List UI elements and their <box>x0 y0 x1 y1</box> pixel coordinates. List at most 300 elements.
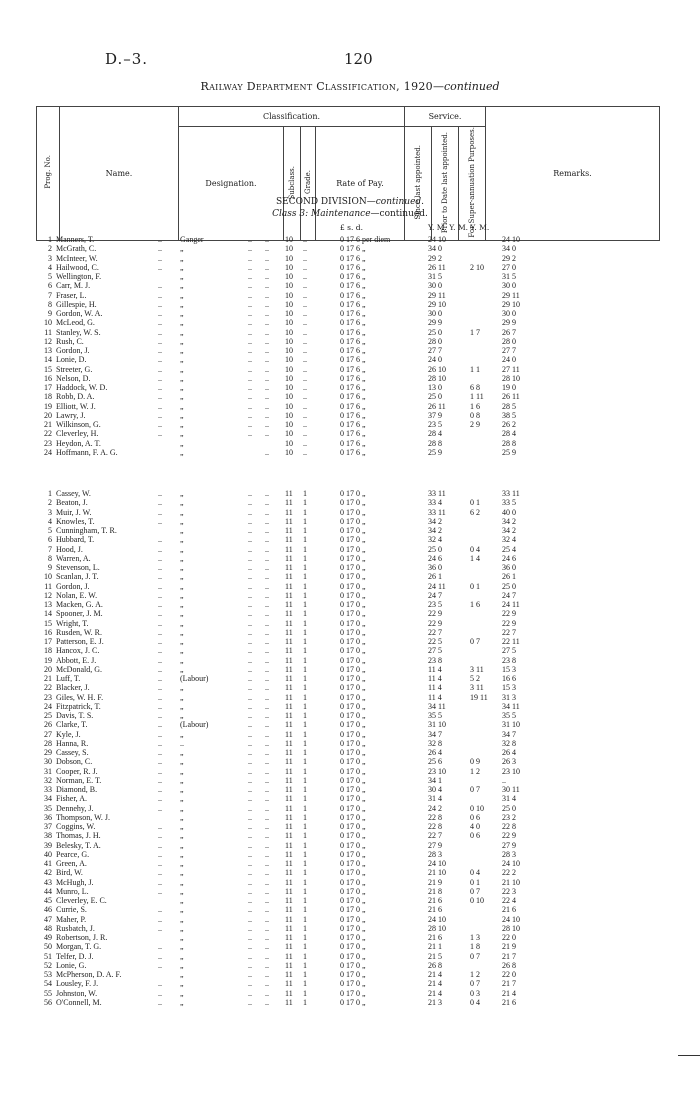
subclass: 11 <box>285 489 293 498</box>
leader-dots: .. <box>158 960 162 970</box>
row-number: 30 <box>44 757 52 767</box>
designation: „ <box>180 600 184 609</box>
grade: 1 <box>303 544 307 554</box>
service-since-last: 23 5 <box>428 420 442 429</box>
leader-dots: .. <box>158 544 162 554</box>
subclass: 11 <box>285 868 293 878</box>
employee-name: Morgan, T. G. <box>56 942 102 952</box>
leader-dots: .. <box>158 618 162 628</box>
leader-dots: .. <box>248 960 252 970</box>
rate-of-pay: 0 17 0 „ <box>340 886 366 896</box>
subclass: 11 <box>285 535 293 545</box>
rate-of-pay: 0 17 0 „ <box>340 812 366 822</box>
grade: 1 <box>303 775 307 785</box>
leader-dots: .. <box>265 877 269 887</box>
row-number: 24 <box>44 701 52 711</box>
employee-name: Hancox, J. C. <box>56 646 100 656</box>
rate-of-pay: 0 17 0 „ <box>340 766 366 776</box>
leader-dots: .. <box>158 692 162 702</box>
leader-dots: .. <box>158 572 162 582</box>
service-since-last: 21 6 <box>428 896 442 905</box>
designation: (Labour) <box>180 720 209 730</box>
service-superannuation: 35 5 <box>502 711 516 720</box>
subclass: 11 <box>285 775 293 785</box>
row-number: 7 <box>48 290 52 300</box>
grade: 1 <box>303 729 307 739</box>
grade: .. <box>303 364 307 374</box>
employee-name: Pearce, G. <box>56 849 90 859</box>
subclass: 11 <box>285 997 293 1007</box>
leader-dots: .. <box>265 757 269 767</box>
service-superannuation: 29 10 <box>502 299 520 309</box>
row-number: 16 <box>44 627 52 637</box>
row-number: 11 <box>44 327 52 337</box>
employee-name: Manners, T. <box>56 235 95 244</box>
service-since-last: 24 6 <box>428 553 442 563</box>
designation: „ <box>180 498 184 508</box>
designation: „ <box>180 447 184 457</box>
subclass: 11 <box>285 711 293 720</box>
leader-dots: .. <box>248 590 252 600</box>
row-number: 53 <box>44 970 52 979</box>
service-prior: 1 2 <box>470 766 480 776</box>
leader-dots: .. <box>265 429 269 439</box>
subclass: 11 <box>285 738 293 748</box>
service-superannuation: 28 4 <box>502 429 516 439</box>
designation: .. <box>180 738 184 748</box>
designation: „ <box>180 553 184 563</box>
leader-dots: .. <box>265 988 269 998</box>
leader-dots: .. <box>265 507 269 517</box>
leader-dots: .. <box>158 748 162 757</box>
designation: Ganger <box>180 235 204 244</box>
service-superannuation: 31 4 <box>502 794 516 804</box>
subclass: 11 <box>285 526 293 535</box>
leader-dots: .. <box>248 766 252 776</box>
leader-dots: .. <box>158 868 162 878</box>
leader-dots: .. <box>248 831 252 841</box>
row-number: 54 <box>44 979 52 989</box>
service-superannuation: 28 5 <box>502 401 516 411</box>
designation: „ <box>180 970 184 979</box>
employee-name: Lousley, F. J. <box>56 979 99 989</box>
service-prior: 0 7 <box>470 637 480 646</box>
row-number: 22 <box>44 429 52 439</box>
leader-dots: .. <box>248 498 252 508</box>
header-grade: Grade. <box>301 127 316 241</box>
leader-dots: .. <box>265 849 269 859</box>
rate-of-pay: 0 17 0 „ <box>340 840 366 850</box>
service-since-last: 27 7 <box>428 346 442 355</box>
row-number: 13 <box>44 346 52 355</box>
service-since-last: 21 8 <box>428 886 442 896</box>
grade: 1 <box>303 979 307 989</box>
service-since-last: 28 10 <box>428 373 446 383</box>
leader-dots: .. <box>265 447 269 457</box>
grade: 1 <box>303 609 307 619</box>
subclass: 11 <box>285 766 293 776</box>
employee-name: Haddock, W. D. <box>56 383 108 392</box>
rate-of-pay: 0 17 6 „ <box>340 355 366 365</box>
row-number: 5 <box>48 526 52 535</box>
employee-name: Fisher, A. <box>56 794 88 804</box>
page-number: 120 <box>344 50 373 68</box>
grade: 1 <box>303 933 307 942</box>
leader-dots: .. <box>265 711 269 720</box>
rate-of-pay: 0 17 0 „ <box>340 794 366 804</box>
employee-name: Telfer, D. J. <box>56 951 94 961</box>
service-since-last: 29 2 <box>428 253 442 263</box>
subclass: 10 <box>285 429 293 439</box>
service-since-last: 22 9 <box>428 609 442 619</box>
leader-dots: .. <box>265 618 269 628</box>
service-superannuation: 29 2 <box>502 253 516 263</box>
grade: 1 <box>303 711 307 720</box>
leader-dots: .. <box>248 701 252 711</box>
leader-dots: .. <box>265 748 269 757</box>
rate-of-pay: 0 17 0 „ <box>340 868 366 878</box>
employee-name: Giles, W. H. F. <box>56 692 104 702</box>
leader-dots: .. <box>265 373 269 383</box>
subclass: 11 <box>285 581 293 591</box>
subclass: 11 <box>285 942 293 952</box>
service-since-last: 28 8 <box>428 438 442 448</box>
subclass: 11 <box>285 905 293 915</box>
service-since-last: 22 7 <box>428 831 442 841</box>
service-since-last: 34 0 <box>428 244 442 254</box>
leader-dots: .. <box>265 401 269 411</box>
service-prior: 0 4 <box>470 997 480 1007</box>
leader-dots: .. <box>265 262 269 272</box>
leader-dots: .. <box>265 840 269 850</box>
grade: .. <box>303 401 307 411</box>
service-since-last: 22 8 <box>428 822 442 831</box>
subclass: 10 <box>285 244 293 254</box>
service-prior: 0 8 <box>470 410 480 420</box>
service-since-last: 24 11 <box>428 581 446 591</box>
service-superannuation: 26 1 <box>502 572 516 582</box>
leader-dots: .. <box>265 720 269 730</box>
leader-dots: .. <box>158 244 162 254</box>
employee-name: McInteer, W. <box>56 253 98 263</box>
leader-dots: .. <box>265 738 269 748</box>
subclass: 11 <box>285 637 293 646</box>
designation: „ <box>180 960 184 970</box>
grade: 1 <box>303 951 307 961</box>
employee-name: Rush, C. <box>56 336 84 346</box>
grade: 1 <box>303 822 307 831</box>
leader-dots: .. <box>248 609 252 619</box>
leader-dots: .. <box>248 526 252 535</box>
service-since-last: 34 2 <box>428 526 442 535</box>
leader-dots: .. <box>248 235 252 244</box>
designation: „ <box>180 785 184 794</box>
designation: „ <box>180 951 184 961</box>
service-since-last: 26 1 <box>428 572 442 582</box>
service-since-last: 36 0 <box>428 563 442 572</box>
service-since-last: 35 5 <box>428 711 442 720</box>
service-prior: 3 11 <box>470 683 484 693</box>
designation: „ <box>180 373 184 383</box>
row-number: 3 <box>48 253 52 263</box>
rate-of-pay: 0 17 0 „ <box>340 618 366 628</box>
leader-dots: .. <box>158 942 162 952</box>
employee-name: Gillespie, H. <box>56 299 97 309</box>
leader-dots: .. <box>158 711 162 720</box>
service-since-last: 23 8 <box>428 655 442 665</box>
designation: „ <box>180 923 184 933</box>
row-number: 3 <box>48 507 52 517</box>
designation: „ <box>180 420 184 429</box>
leader-dots: .. <box>265 410 269 420</box>
rate-of-pay: 0 17 0 „ <box>340 535 366 545</box>
subclass: 11 <box>285 701 293 711</box>
employee-name: Maher, P. <box>56 914 87 924</box>
leader-dots: .. <box>248 262 252 272</box>
leader-dots: .. <box>248 896 252 905</box>
leader-dots: .. <box>158 655 162 665</box>
row-number: 1 <box>48 235 52 244</box>
grade: 1 <box>303 526 307 535</box>
leader-dots: .. <box>248 794 252 804</box>
service-since-last: 29 10 <box>428 299 446 309</box>
leader-dots: .. <box>248 299 252 309</box>
service-since-last: 23 10 <box>428 766 446 776</box>
leader-dots: .. <box>265 923 269 933</box>
rate-of-pay: 0 17 0 „ <box>340 516 366 526</box>
service-since-last: 24 2 <box>428 803 442 813</box>
service-superannuation: 28 10 <box>502 923 520 933</box>
leader-dots: .. <box>265 970 269 979</box>
leader-dots: .. <box>265 803 269 813</box>
designation: „ <box>180 868 184 878</box>
grade: 1 <box>303 757 307 767</box>
row-number: 34 <box>44 794 52 804</box>
row-number: 26 <box>44 720 52 730</box>
designation: „ <box>180 544 184 554</box>
service-prior: 6 2 <box>470 507 480 517</box>
employee-name: Thomas, J. H. <box>56 831 101 841</box>
subclass: 10 <box>285 438 293 448</box>
service-superannuation: 23 10 <box>502 766 520 776</box>
leader-dots: .. <box>248 849 252 859</box>
designation: „ <box>180 516 184 526</box>
subclass: 11 <box>285 951 293 961</box>
rate-of-pay: 0 17 6 „ <box>340 420 366 429</box>
leader-dots: .. <box>158 775 162 785</box>
grade: .. <box>303 373 307 383</box>
service-superannuation: 21 10 <box>502 877 520 887</box>
service-since-last: 27 5 <box>428 646 442 656</box>
service-prior: 0 1 <box>470 498 480 508</box>
service-superannuation: 22 2 <box>502 868 516 878</box>
service-superannuation: 16 6 <box>502 674 516 683</box>
leader-dots: .. <box>158 553 162 563</box>
rate-of-pay: 0 17 0 „ <box>340 803 366 813</box>
service-prior: 0 4 <box>470 544 480 554</box>
leader-dots: .. <box>158 410 162 420</box>
rate-of-pay: 0 17 0 „ <box>340 831 366 841</box>
service-superannuation: 21 6 <box>502 997 516 1007</box>
service-prior: 0 4 <box>470 868 480 878</box>
employee-name: Hoffmann, F. A. G. <box>56 447 118 457</box>
designation: „ <box>180 364 184 374</box>
designation: „ <box>180 290 184 300</box>
service-prior: 19 11 <box>470 692 488 702</box>
leader-dots: .. <box>265 290 269 300</box>
grade: .. <box>303 235 307 244</box>
leader-dots: .. <box>158 489 162 498</box>
grade: .. <box>303 262 307 272</box>
employee-name: Lonie, G. <box>56 960 87 970</box>
employee-name: Hailwood, C. <box>56 262 99 272</box>
service-superannuation: 21 7 <box>502 979 516 989</box>
subclass: 10 <box>285 336 293 346</box>
subclass: 11 <box>285 720 293 730</box>
service-superannuation: 22 7 <box>502 627 516 637</box>
row-number: 38 <box>44 831 52 841</box>
leader-dots: .. <box>158 831 162 841</box>
service-superannuation: 22 8 <box>502 822 516 831</box>
service-superannuation: 30 0 <box>502 281 516 291</box>
leader-dots: .. <box>158 757 162 767</box>
service-since-last: 22 8 <box>428 812 442 822</box>
header-subclass: Subclass. <box>284 127 301 241</box>
leader-dots: .. <box>158 905 162 915</box>
rate-of-pay: 0 17 6 „ <box>340 290 366 300</box>
grade: 1 <box>303 692 307 702</box>
grade: 1 <box>303 988 307 998</box>
leader-dots: .. <box>158 766 162 776</box>
leader-dots: .. <box>248 775 252 785</box>
grade: 1 <box>303 960 307 970</box>
leader-dots: .. <box>248 600 252 609</box>
service-since-last: 21 4 <box>428 979 442 989</box>
leader-dots: .. <box>158 646 162 656</box>
service-prior: 1 6 <box>470 401 480 411</box>
service-since-last: 21 6 <box>428 905 442 915</box>
designation: „ <box>180 581 184 591</box>
rate-of-pay: 0 17 0 „ <box>340 822 366 831</box>
leader-dots: .. <box>248 674 252 683</box>
leader-dots: .. <box>158 535 162 545</box>
row-number: 50 <box>44 942 52 952</box>
employee-name: Davis, T. S. <box>56 711 94 720</box>
leader-dots: .. <box>248 563 252 572</box>
rate-of-pay: 0 17 0 „ <box>340 572 366 582</box>
service-since-last: 21 1 <box>428 942 442 952</box>
leader-dots: .. <box>158 664 162 674</box>
service-since-last: 31 10 <box>428 720 446 730</box>
rate-of-pay: 0 17 0 „ <box>340 664 366 674</box>
grade: .. <box>303 327 307 337</box>
designation: „ <box>180 997 184 1007</box>
leader-dots: .. <box>265 868 269 878</box>
service-since-last: 32 4 <box>428 535 442 545</box>
service-superannuation: 24 10 <box>502 859 520 868</box>
leader-dots: .. <box>265 590 269 600</box>
designation: „ <box>180 942 184 952</box>
grade: 1 <box>303 849 307 859</box>
grade: .. <box>303 438 307 448</box>
leader-dots: .. <box>158 235 162 244</box>
service-superannuation: 15 3 <box>502 683 516 693</box>
subclass: 10 <box>285 392 293 402</box>
service-prior: 0 1 <box>470 581 480 591</box>
leader-dots: .. <box>265 355 269 365</box>
designation: „ <box>180 775 184 785</box>
leader-dots: .. <box>265 392 269 402</box>
leader-dots: .. <box>158 309 162 318</box>
header-name: Name. <box>60 107 179 241</box>
service-superannuation: 25 4 <box>502 544 516 554</box>
row-number: 36 <box>44 812 52 822</box>
employee-name: Blacker, J. <box>56 683 90 693</box>
leader-dots: .. <box>158 507 162 517</box>
grade: 1 <box>303 840 307 850</box>
designation: „ <box>180 336 184 346</box>
rate-of-pay: 0 17 6 „ <box>340 299 366 309</box>
designation: „ <box>180 346 184 355</box>
grade: 1 <box>303 970 307 979</box>
page-title: Railway Department Classification, 1920—continued <box>200 80 500 93</box>
service-since-last: 30 0 <box>428 309 442 318</box>
service-since-last: 21 5 <box>428 951 442 961</box>
employee-name: Cassey, W. <box>56 489 91 498</box>
service-since-last: 26 10 <box>428 364 446 374</box>
leader-dots: .. <box>158 318 162 328</box>
employee-name: Gordon, W. A. <box>56 309 103 318</box>
row-number: 4 <box>48 516 52 526</box>
grade: 1 <box>303 507 307 517</box>
grade: .. <box>303 309 307 318</box>
employee-name: Diamond, B. <box>56 785 98 794</box>
leader-dots: .. <box>265 498 269 508</box>
designation: „ <box>180 526 184 535</box>
rate-of-pay: 0 17 6 „ <box>340 401 366 411</box>
grade: 1 <box>303 896 307 905</box>
leader-dots: .. <box>158 701 162 711</box>
leader-dots: .. <box>265 683 269 693</box>
employee-name: Knowles, T. <box>56 516 95 526</box>
leader-dots: .. <box>248 618 252 628</box>
service-since-last: 32 8 <box>428 738 442 748</box>
designation: „ <box>180 655 184 665</box>
designation: „ <box>180 590 184 600</box>
row-number: 55 <box>44 988 52 998</box>
service-since-last: 26 8 <box>428 960 442 970</box>
title-continued: continued <box>443 80 500 93</box>
grade: 1 <box>303 637 307 646</box>
grade: 1 <box>303 766 307 776</box>
rate-of-pay: 0 17 0 „ <box>340 775 366 785</box>
grade: 1 <box>303 794 307 804</box>
row-number: 13 <box>44 600 52 609</box>
employee-name: McDonald, G. <box>56 664 102 674</box>
service-superannuation: 38 5 <box>502 410 516 420</box>
employee-name: Patterson, E. J. <box>56 637 104 646</box>
service-superannuation: 27 0 <box>502 262 516 272</box>
leader-dots: .. <box>248 988 252 998</box>
subclass: 11 <box>285 627 293 637</box>
rate-of-pay: 0 17 6 „ <box>340 281 366 291</box>
leader-dots: .. <box>265 544 269 554</box>
leader-dots: .. <box>158 336 162 346</box>
service-superannuation: 34 2 <box>502 516 516 526</box>
leader-dots: .. <box>248 886 252 896</box>
service-superannuation: 25 0 <box>502 803 516 813</box>
leader-dots: .. <box>158 373 162 383</box>
